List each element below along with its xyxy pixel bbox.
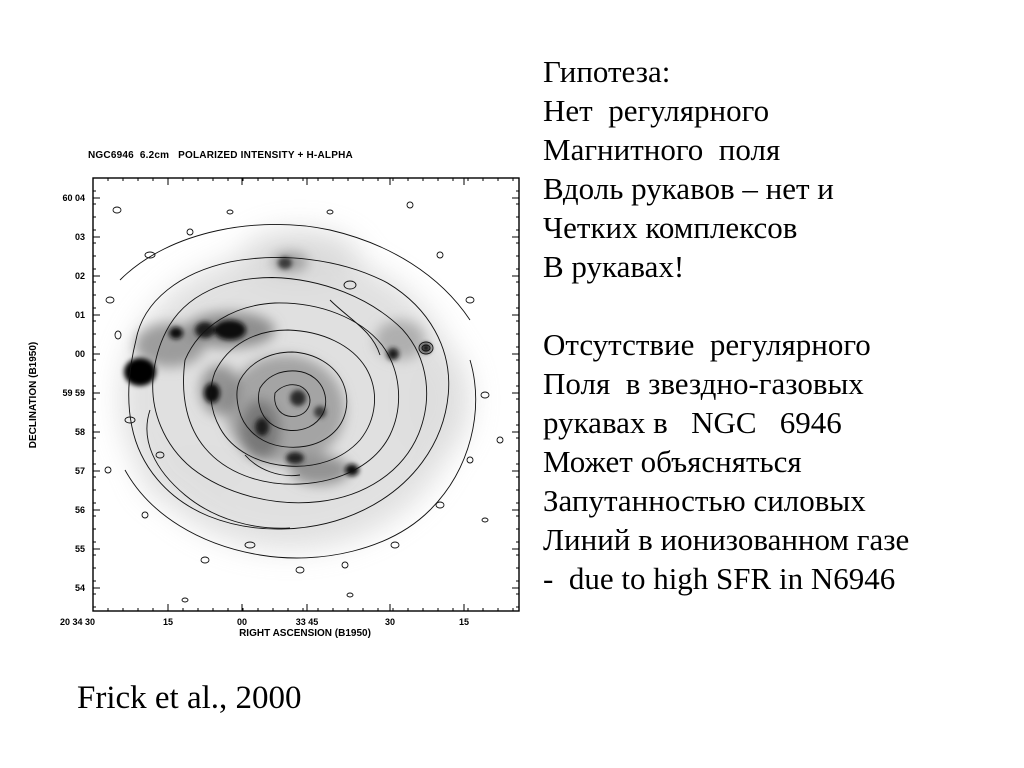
citation: Frick et al., 2000 bbox=[77, 680, 302, 716]
y-tick-label: 00 bbox=[74, 349, 85, 359]
halpha-image bbox=[93, 178, 519, 611]
y-tick-label: 59 59 bbox=[62, 388, 85, 398]
x-tick-label: 15 bbox=[458, 617, 470, 627]
y-tick-label: 03 bbox=[74, 232, 85, 242]
x-tick-label: 00 bbox=[236, 617, 248, 627]
y-tick-label: 55 bbox=[74, 544, 85, 554]
text-line: - due to high SFR in N6946 bbox=[543, 561, 896, 596]
figure-title: NGC6946 6.2cm POLARIZED INTENSITY + H-ALPHA bbox=[88, 150, 353, 161]
x-tick-label: 20 34 30 bbox=[59, 617, 95, 627]
y-tick-label: 01 bbox=[74, 310, 85, 320]
y-tick-label: 02 bbox=[74, 271, 85, 281]
x-tick-label: 15 bbox=[162, 617, 174, 627]
text-line: Отсутствие регулярного bbox=[543, 327, 871, 362]
y-tick-label: 58 bbox=[74, 427, 85, 437]
text-line: В рукавах! bbox=[543, 249, 685, 284]
x-tick-labels bbox=[60, 617, 469, 627]
text-line: Вдоль рукавов – нет и bbox=[543, 171, 834, 206]
text-line: Поля в звездно-газовых bbox=[543, 366, 864, 401]
text-line: Запутанностью силовых bbox=[543, 483, 866, 518]
text-line: Магнитного поля bbox=[543, 132, 781, 167]
y-tick-label: 54 bbox=[74, 583, 85, 593]
text-line: Гипотеза: bbox=[543, 54, 671, 89]
x-tick-label: 33 45 bbox=[295, 617, 319, 627]
x-tick-label: 30 bbox=[384, 617, 396, 627]
x-axis-title: RIGHT ASCENSION (B1950) bbox=[239, 628, 371, 639]
text-line: Четких комплексов bbox=[543, 210, 798, 245]
y-tick-label: 60 04 bbox=[62, 193, 85, 203]
hypothesis-text bbox=[543, 52, 1018, 598]
y-tick-label: 57 bbox=[74, 466, 85, 476]
paragraph-gap bbox=[543, 286, 1018, 325]
text-line: Линий в ионизованном газе bbox=[543, 522, 910, 557]
text-line: Нет регулярного bbox=[543, 93, 770, 128]
y-tick-labels bbox=[62, 193, 85, 593]
y-tick-label: 56 bbox=[74, 505, 85, 515]
y-axis-title: DECLINATION (B1950) bbox=[28, 341, 39, 449]
text-line: рукавах в NGC 6946 bbox=[543, 405, 842, 440]
text-line: Может объясняться bbox=[543, 444, 802, 479]
